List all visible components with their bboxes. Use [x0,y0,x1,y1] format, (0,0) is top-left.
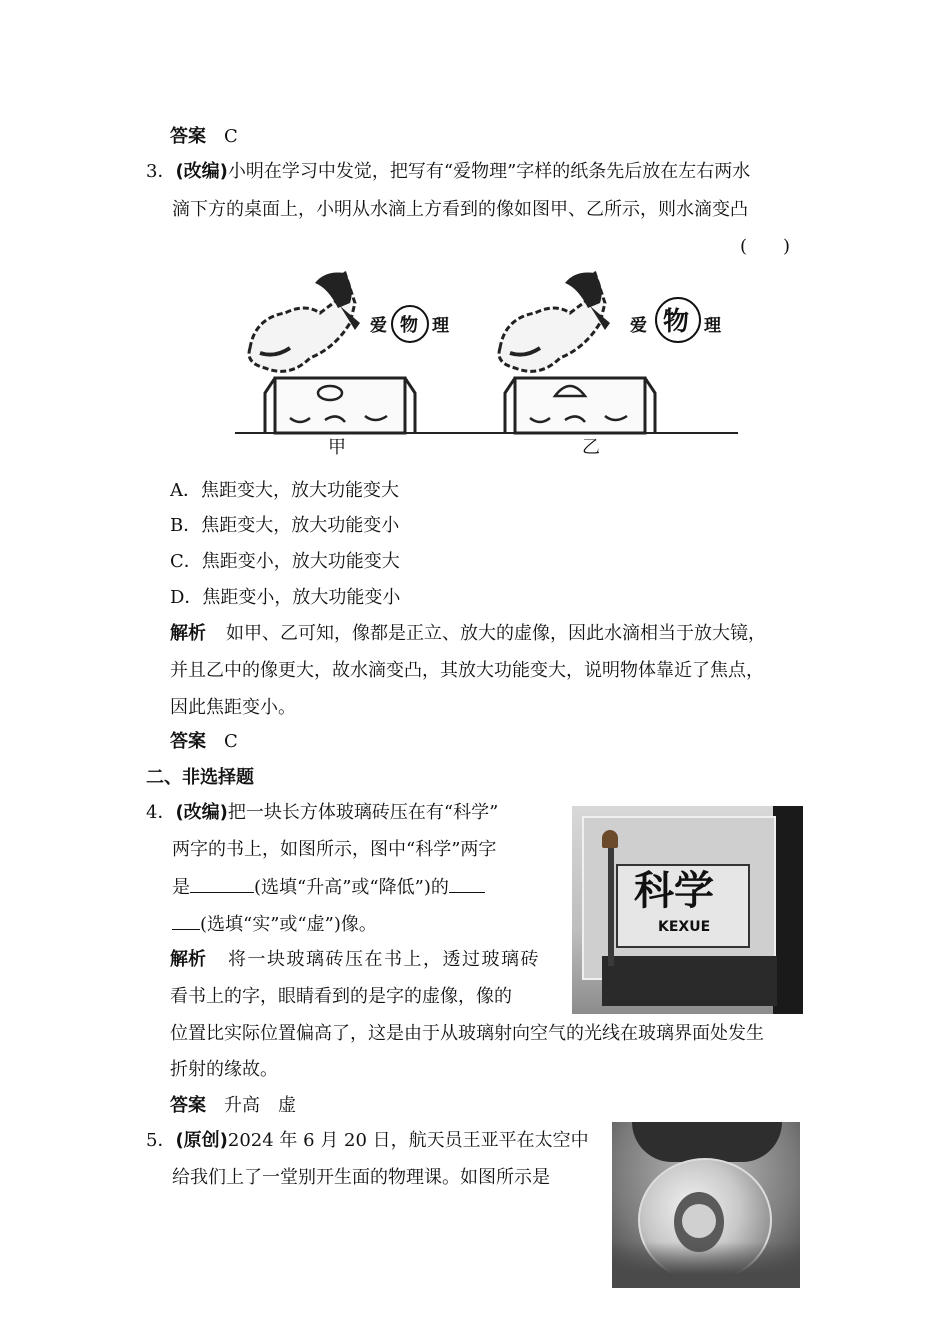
q4-analysis-line4: 折射的缘故。 [170,1059,278,1080]
figure-left [249,272,450,458]
answer-label: 答案 [170,126,206,147]
question-text: 滴下方的桌面上，小明从水滴上方看到的像如图甲、乙所示，则水滴变凸 [172,199,748,220]
option-c: C．焦距变小，放大功能变大 [170,551,400,572]
glass-brick-photo [572,806,803,1014]
question-tag: (改编) [175,802,228,823]
q3-analysis-line2: 并且乙中的像更大，故水滴变凸，其放大功能变大，说明物体靠近了焦点， [170,660,764,681]
question-text: (选填“升高”或“降低”)的 [254,877,449,898]
water-ball-photo [612,1122,800,1288]
q4-line1 [146,801,498,825]
q5-line2: 给我们上了一堂别开生面的物理课。如图所示是 [172,1167,550,1188]
q4-line4 [172,911,377,937]
analysis-text: 如甲、乙可知，像都是正立、放大的虚像，因此水滴相当于放大镜， [226,623,766,644]
option-d: D．焦距变小，放大功能变小 [170,587,401,608]
figure-text-li-left: 理 [432,316,449,336]
option-a: A．焦距变大，放大功能变大 [170,480,399,501]
figure-text-ai-left: 爱 [370,316,387,336]
question-text: 把一块长方体玻璃砖压在有“科学” [227,802,499,823]
figure-caption-left: 甲 [328,437,346,458]
question-number: 5． [146,1130,176,1151]
q3-analysis-line3: 因此焦距变小。 [170,697,296,718]
q3-line1 [146,160,750,184]
analysis-text: 将一块玻璃砖压在书上，透过玻璃砖 [228,949,540,970]
q3-answer-paren [740,235,790,259]
q3-line2 [172,198,748,222]
answer-value: 升高 虚 [224,1095,296,1116]
question-tag: (原创) [175,1130,228,1151]
question-tag: (改编) [175,161,228,182]
q2-answer [170,125,238,149]
section-title: 二、非选择题 [146,767,254,788]
photo-text-cn: 科学 [634,868,714,914]
q4-analysis-line1 [170,948,540,972]
q3-analysis-line1 [170,622,766,646]
figure-text-wu-right: 物 [663,307,690,337]
question-text: 是 [172,877,190,898]
q3-answer [170,730,238,754]
q4-analysis-line2: 看书上的字，眼睛看到的是字的虚像，像的 [170,986,512,1007]
figure-text-li-right: 理 [704,316,721,336]
answer-paren: ( ) [740,236,791,257]
q4-answer [170,1094,296,1118]
photo-text-en: KEXUE [658,919,711,935]
blank-2-part2[interactable] [172,911,200,930]
answer-value: C [224,731,238,752]
figure-text-ai-right: 爱 [630,316,647,336]
figure-caption-right: 乙 [582,437,600,458]
q4-line2: 两字的书上，如图所示，图中“科学”两字 [172,839,497,860]
blank-1[interactable] [190,874,254,893]
blank-2-part1[interactable] [449,874,485,893]
analysis-label: 解析 [170,623,206,644]
answer-label: 答案 [170,731,206,752]
water-drop-figure [230,268,742,463]
analysis-label: 解析 [170,949,206,970]
option-b: B．焦距变大，放大功能变小 [170,515,400,536]
question-text: 小明在学习中发觉，把写有“爱物理”字样的纸条先后放在左右两水 [227,161,751,182]
q5-line1 [146,1129,589,1153]
q4-analysis-line3: 位置比实际位置偏高了，这是由于从玻璃射向空气的光线在玻璃界面处发生 [170,1023,764,1044]
question-text: (选填“实”或“虚”)像。 [200,914,377,935]
question-text: 2024 年 6 月 20 日，航天员王亚平在太空中 [227,1130,589,1151]
answer-value: C [224,126,238,147]
question-number: 3． [146,161,176,182]
figure-right [499,272,722,458]
question-number: 4． [146,802,176,823]
figure-text-wu-left: 物 [400,315,418,336]
answer-label: 答案 [170,1095,206,1116]
q4-line3 [172,874,485,900]
